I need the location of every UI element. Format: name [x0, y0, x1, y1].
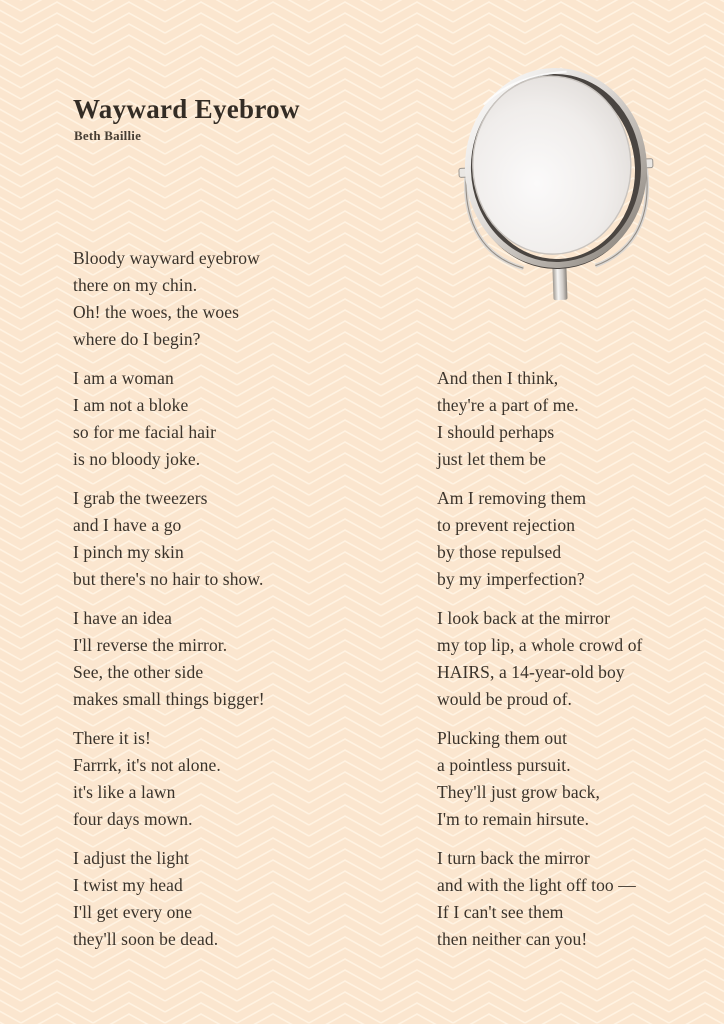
poem-stanza — [437, 845, 724, 953]
poem-line: I pinch my skin — [73, 542, 184, 562]
poem-line: I look back at the mirror — [437, 608, 611, 628]
poem-line: I'm to remain hirsute. — [437, 809, 590, 829]
poem-line: so for me facial hair — [73, 422, 217, 442]
poem-line: a pointless pursuit. — [437, 755, 571, 775]
poem-line: I am not a bloke — [73, 395, 189, 415]
poem-column-left — [73, 245, 423, 965]
poem-line: to prevent rejection — [437, 515, 576, 535]
poem-line: They'll just grow back, — [437, 782, 600, 802]
poem-stanza — [73, 605, 423, 713]
poem-line: Farrrk, it's not alone. — [73, 755, 221, 775]
poem-line: See, the other side — [73, 662, 204, 682]
poem-line: I turn back the mirror — [437, 848, 590, 868]
poem-line: HAIRS, a 14-year-old boy — [437, 662, 625, 682]
poem-line: I twist my head — [73, 875, 183, 895]
poem-line: I'll get every one — [73, 902, 193, 922]
poem-line: would be proud of. — [437, 689, 572, 709]
poem-line: it's like a lawn — [73, 782, 176, 802]
poem-line: and with the light off too — — [437, 875, 636, 895]
poem-line: they'll soon be dead. — [73, 929, 219, 949]
vanity-mirror-image — [458, 68, 654, 306]
poem-line: And then I think, — [437, 368, 559, 388]
poem-line: I'll reverse the mirror. — [73, 635, 228, 655]
poem-line: I adjust the light — [73, 848, 190, 868]
mirror-stem — [552, 264, 567, 300]
poem-line: I have an idea — [73, 608, 173, 628]
poem-line: my top lip, a whole crowd of — [437, 635, 643, 655]
poem-column-right — [437, 365, 724, 965]
poem-line: Oh! the woes, the woes — [73, 302, 239, 322]
poem-line: four days mown. — [73, 809, 193, 829]
poem-line: just let them be — [437, 449, 547, 469]
poem-stanza — [437, 725, 724, 833]
poem-line: I am a woman — [73, 368, 174, 388]
poem-line: Bloody wayward eyebrow — [73, 248, 260, 268]
poem-stanza — [437, 605, 724, 713]
poem-line: There it is! — [73, 728, 151, 748]
poem-line: and I have a go — [73, 515, 182, 535]
poem-stanza — [73, 485, 423, 593]
page-title: Wayward Eyebrow — [73, 94, 300, 124]
poem-stanza — [437, 485, 724, 593]
poem-line: I should perhaps — [437, 422, 555, 442]
poem-stanza — [437, 365, 724, 473]
poem-line: Plucking them out — [437, 728, 568, 748]
poem-line: makes small things bigger! — [73, 689, 265, 709]
poem-line: they're a part of me. — [437, 395, 579, 415]
poem-line: where do I begin? — [73, 329, 201, 349]
poem-line: by my imperfection? — [437, 569, 585, 589]
poem-stanza — [73, 845, 423, 953]
poem-line: is no bloody joke. — [73, 449, 201, 469]
author-name: Beth Baillie — [74, 128, 142, 144]
poem-stanza — [73, 365, 423, 473]
poem-stanza — [73, 245, 423, 353]
poem-line: but there's no hair to show. — [73, 569, 264, 589]
poem-line: by those repulsed — [437, 542, 562, 562]
poem-line: If I can't see them — [437, 902, 564, 922]
poem-line: I grab the tweezers — [73, 488, 208, 508]
poem-line: there on my chin. — [73, 275, 198, 295]
poem-line: then neither can you! — [437, 929, 588, 949]
poem-header — [73, 94, 300, 144]
poem-stanza — [73, 725, 423, 833]
poem-line: Am I removing them — [437, 488, 587, 508]
